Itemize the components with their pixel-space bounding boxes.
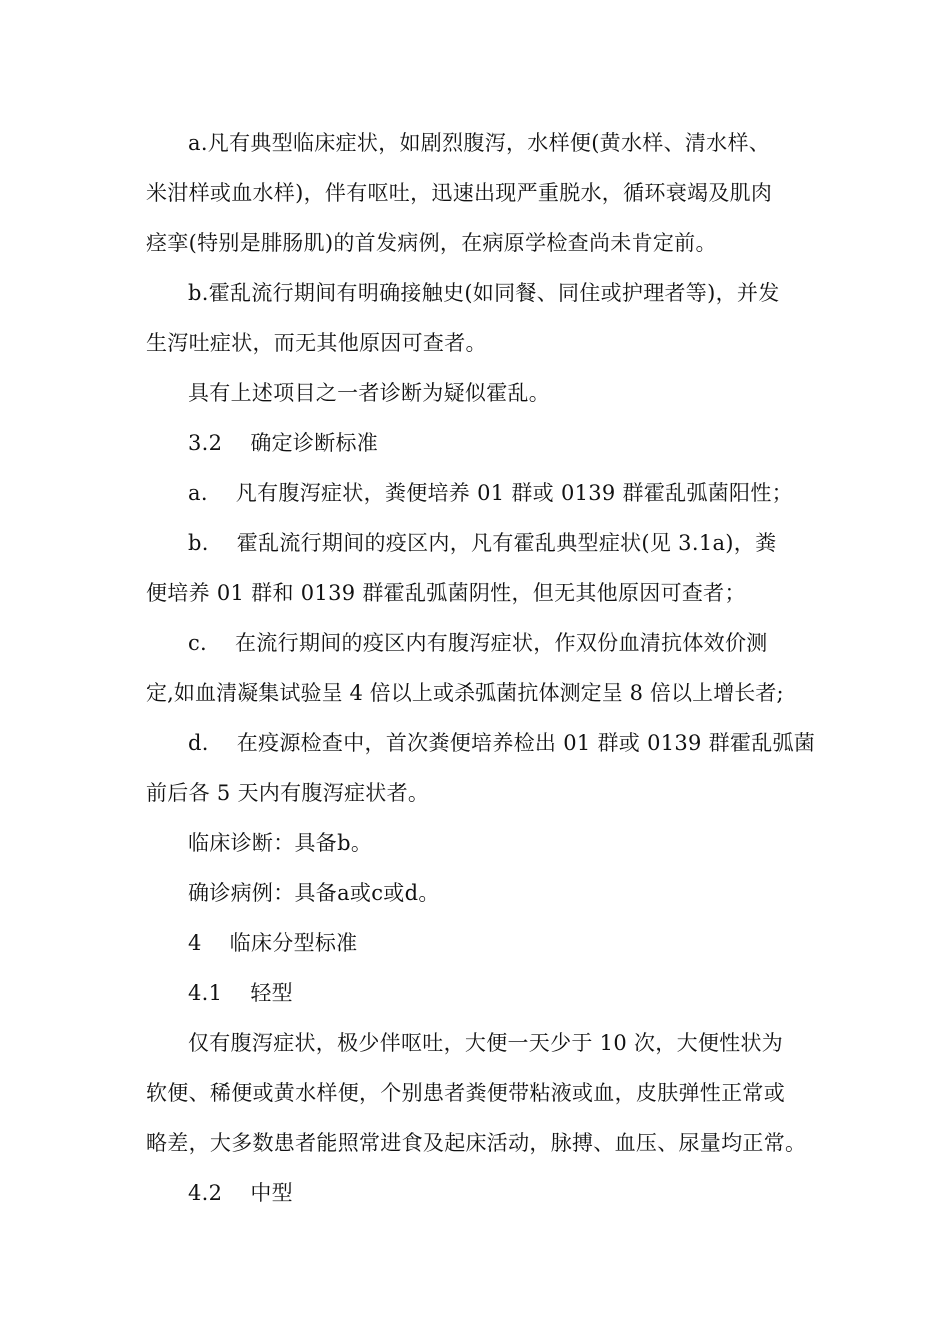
suspected-criterion-a-line-3: 痉挛(特别是腓肠肌)的首发病例，在病原学检查尚未肯定前。	[146, 231, 717, 255]
criterion-text: 在流行期间的疫区内有腹泻症状，作双份血清抗体效价测	[235, 631, 768, 655]
section-4-2-heading	[188, 1178, 828, 1208]
section-number: 4	[188, 931, 202, 955]
section-4-heading	[188, 928, 828, 958]
section-number: 4.1	[188, 981, 223, 1005]
section-title: 中型	[250, 1181, 293, 1205]
mild-type-line-2: 软便、稀便或黄水样便，个别患者粪便带粘液或血，皮肤弹性正常或	[146, 1081, 785, 1105]
section-title: 临床分型标准	[229, 931, 358, 955]
suspected-criterion-a-line-1: a.凡有典型临床症状，如剧烈腹泻，水样便(黄水样、清水样、	[188, 131, 771, 155]
criterion-text: 凡有腹泻症状，粪便培养 01 群或 0139 群霍乱弧菌阳性；	[235, 481, 793, 505]
mild-type-line-3: 略差，大多数患者能照常进食及起床活动，脉搏、血压、尿量均正常。	[146, 1131, 807, 1155]
section-title: 确定诊断标准	[250, 431, 379, 455]
confirm-criterion-d-line-2: 前后各 5 天内有腹泻症状者。	[146, 781, 430, 805]
criterion-text: 在疫源检查中，首次粪便培养检出 01 群或 0139 群霍乱弧菌	[236, 731, 816, 755]
list-marker: a.	[188, 481, 208, 505]
suspected-diagnosis-summary: 具有上述项目之一者诊断为疑似霍乱。	[188, 381, 551, 405]
clinical-diagnosis-line: 临床诊断：具备b。	[188, 831, 373, 855]
confirm-criterion-d-line-1	[188, 728, 828, 758]
list-marker: c.	[188, 631, 208, 655]
confirm-criterion-a	[188, 478, 828, 508]
confirm-criterion-c-line-1	[188, 628, 828, 658]
suspected-criterion-b-line-1: b.霍乱流行期间有明确接触史(如同餐、同住或护理者等)，并发	[188, 281, 780, 305]
criterion-text: 霍乱流行期间的疫区内，凡有霍乱典型症状(见 3.1a)，粪	[236, 531, 777, 555]
confirm-criterion-b-line-1	[188, 528, 828, 558]
section-title: 轻型	[250, 981, 293, 1005]
list-marker: b.	[188, 531, 209, 555]
mild-type-line-1: 仅有腹泻症状，极少伴呕吐，大便一天少于 10 次，大便性状为	[188, 1031, 784, 1055]
section-number: 3.2	[188, 431, 223, 455]
section-4-1-heading	[188, 978, 828, 1008]
suspected-criterion-b-line-2: 生泻吐症状，而无其他原因可查者。	[146, 331, 487, 355]
section-number: 4.2	[188, 1181, 223, 1205]
confirm-criterion-c-line-2: 定,如血清凝集试验呈 4 倍以上或杀弧菌抗体测定呈 8 倍以上增长者;	[146, 681, 784, 705]
confirm-criterion-b-line-2: 便培养 01 群和 0139 群霍乱弧菌阴性，但无其他原因可查者；	[146, 581, 746, 605]
list-marker: d.	[188, 731, 209, 755]
suspected-criterion-a-line-2: 米泔样或血水样)，伴有呕吐，迅速出现严重脱水，循环衰竭及肌肉	[146, 181, 773, 205]
section-3-2-heading	[188, 428, 828, 458]
confirmed-case-line: 确诊病例：具备a或c或d。	[188, 881, 440, 905]
